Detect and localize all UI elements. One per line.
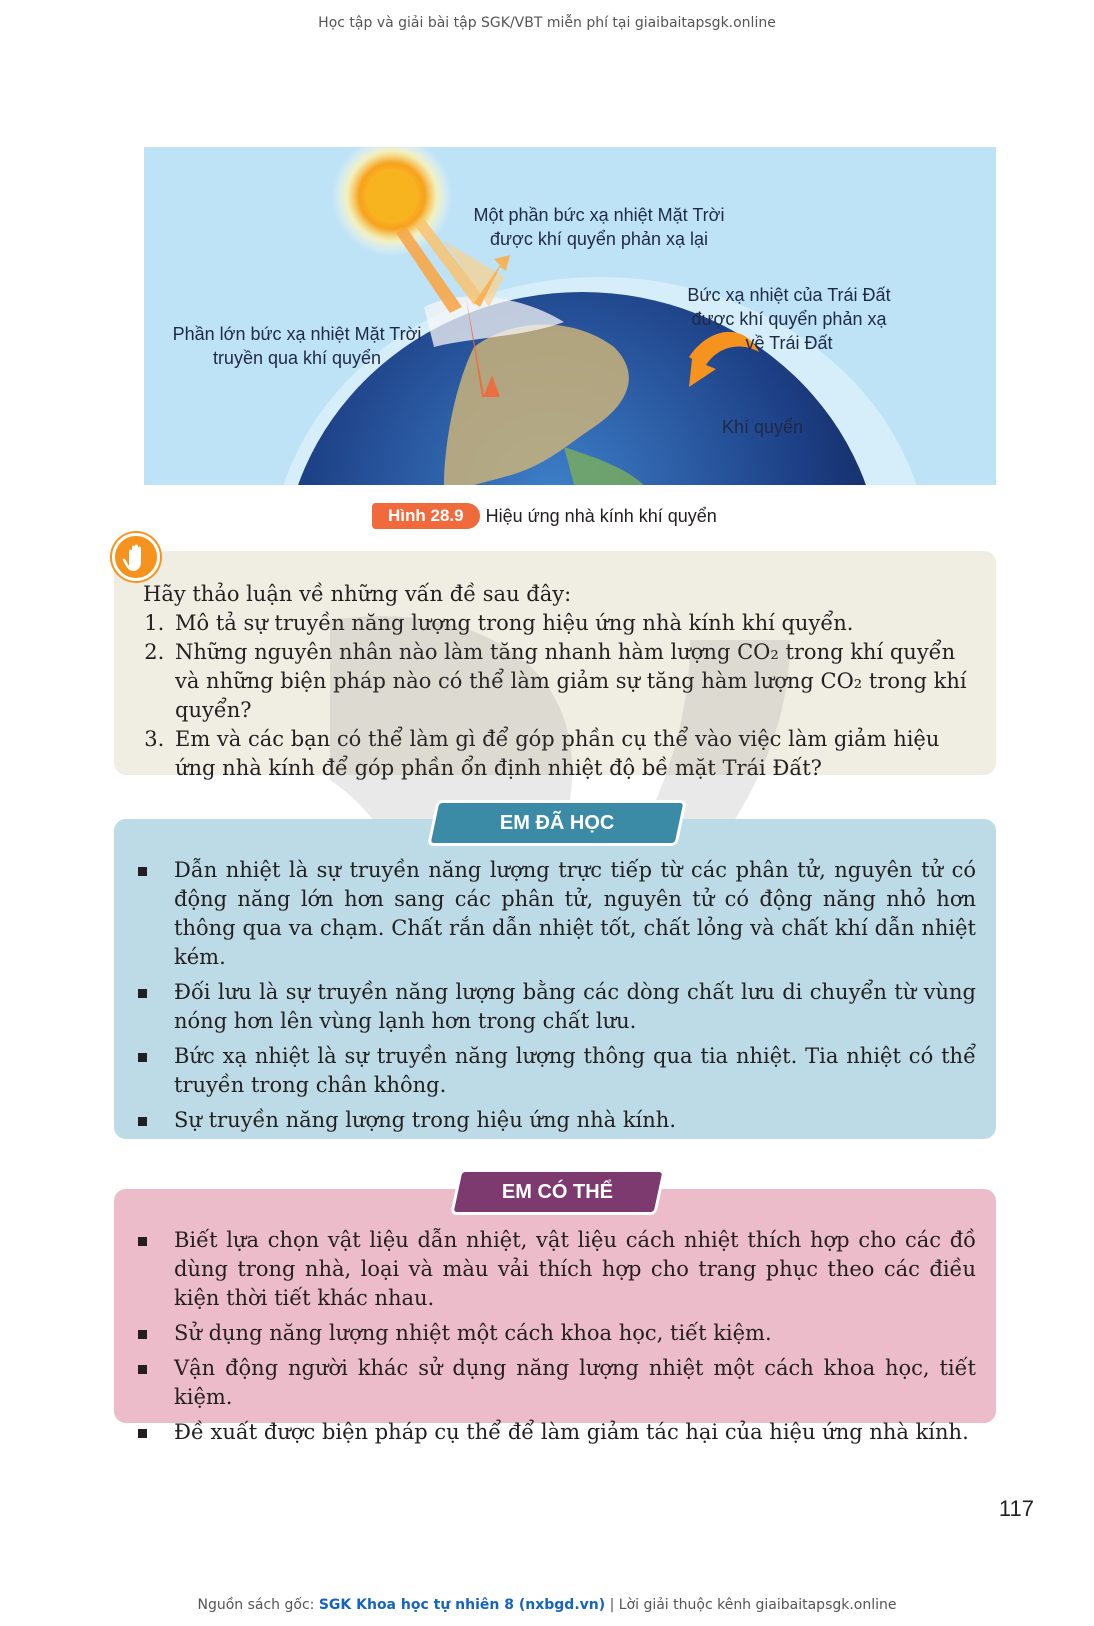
learned-list xyxy=(136,856,976,1141)
figure-caption xyxy=(372,501,717,531)
footer-note xyxy=(0,1597,1094,1613)
figure-badge: Hình 28.9 xyxy=(372,503,480,529)
learned-item: Dẫn nhiệt là sự truyền năng lượng trực tiếp từ các phân tử, nguyên tử có động năng lớn hơn sang các phân tử, nguyên tử có động năng nhỏ hơn thông qua va chạm. Chất rắn dẫn nhiệt tốt, chất lỏng và chất khí dẫn nhiệt kém. xyxy=(136,856,976,972)
learned-item: Đối lưu là sự truyền năng lượng bằng các dòng chất lưu di chuyển từ vùng nóng hơn lên vùng lạnh hơn trong chất lưu. xyxy=(136,978,976,1036)
discussion-item: 2. Những nguyên nhân nào làm tăng nhanh hàm lượng CO₂ trong khí quyển và những biện pháp nào có thể làm giảm sự tăng hàm lượng CO₂ trong khí quyển? xyxy=(171,638,973,725)
footer-prefix: Nguồn sách gốc: xyxy=(197,1597,319,1613)
cando-item: Sử dụng năng lượng nhiệt một cách khoa học, tiết kiệm. xyxy=(136,1319,976,1348)
cando-item: Biết lựa chọn vật liệu dẫn nhiệt, vật liệu cách nhiệt thích hợp cho các đồ dùng trong nhà, loại và màu vải thích hợp cho trang phục theo các điều kiện thời tiết khác nhau. xyxy=(136,1226,976,1313)
footer-suffix: | Lời giải thuộc kênh giaibaitapsgk.online xyxy=(605,1597,897,1613)
learned-item: Bức xạ nhiệt là sự truyền năng lượng thông qua tia nhiệt. Tia nhiệt có thể truyền trong chân không. xyxy=(136,1042,976,1100)
footer-source-link[interactable]: SGK Khoa học tự nhiên 8 (nxbgd.vn) xyxy=(318,1597,606,1613)
discussion-list xyxy=(143,609,973,783)
label-atmosphere: Khí quyển xyxy=(722,417,804,437)
label-pass: Phần lớn bức xạ nhiệt Mặt Trời truyền qua khí quyển xyxy=(172,324,422,368)
hand-icon xyxy=(112,533,160,581)
learned-item: Sự truyền năng lượng trong hiệu ứng nhà kính. xyxy=(136,1106,976,1135)
discussion-content xyxy=(143,580,973,783)
greenhouse-figure xyxy=(144,147,996,485)
discussion-item: 3. Em và các bạn có thể làm gì để góp phần cụ thể vào việc làm giảm hiệu ứng nhà kính để góp phần ổn định nhiệt độ bề mặt Trái Đất? xyxy=(171,725,973,783)
cando-list xyxy=(136,1226,976,1453)
cando-title-tab xyxy=(450,1169,666,1215)
discussion-item: 1. Mô tả sự truyền năng lượng trong hiệu ứng nhà kính khí quyển. xyxy=(171,609,973,638)
cando-item: Vận động người khác sử dụng năng lượng nhiệt một cách khoa học, tiết kiệm. xyxy=(136,1354,976,1412)
label-reflected: Một phần bức xạ nhiệt Mặt Trời được khí quyển phản xạ lại xyxy=(473,205,725,249)
label-earth-reflect: Bức xạ nhiệt của Trái Đất được khí quyển phản xạ về Trái Đất xyxy=(687,285,891,353)
learned-title: EM ĐÃ HỌC xyxy=(499,811,615,834)
header-note: Học tập và giải bài tập SGK/VBT miễn phí tại giaibaitapsgk.online xyxy=(318,15,776,31)
cando-title: EM CÓ THỂ xyxy=(502,1180,614,1203)
cando-item: Đề xuất được biện pháp cụ thể để làm giảm tác hại của hiệu ứng nhà kính. xyxy=(136,1418,976,1447)
figure-caption-text: Hiệu ứng nhà kính khí quyển xyxy=(485,505,717,526)
discussion-intro: Hãy thảo luận về những vấn đề sau đây: xyxy=(143,582,572,606)
page-number: 117 xyxy=(998,1496,1034,1521)
learned-title-tab xyxy=(427,800,687,846)
